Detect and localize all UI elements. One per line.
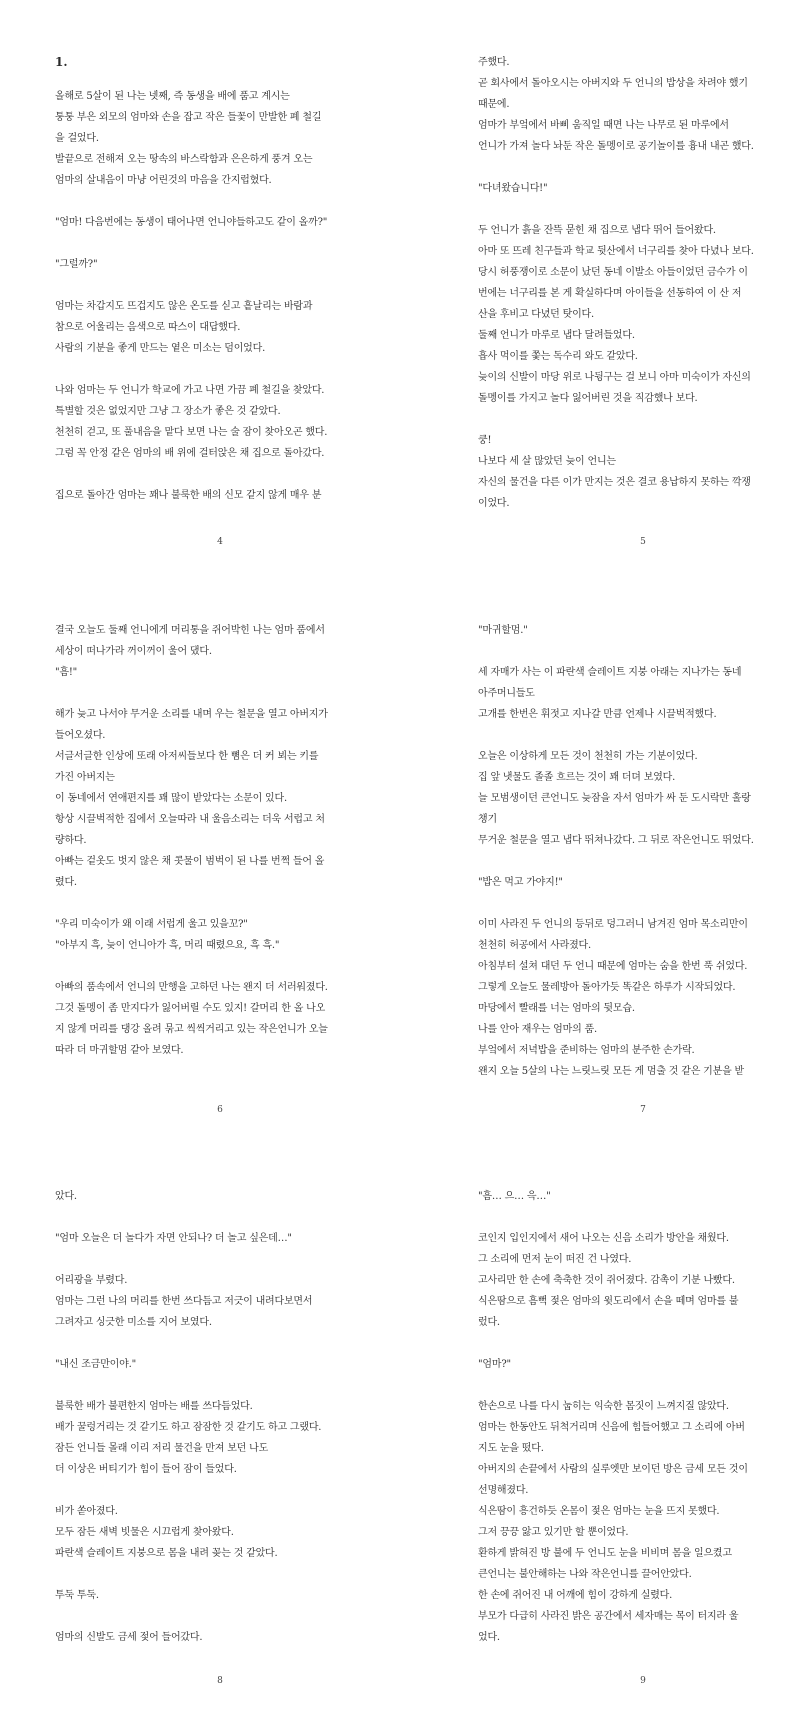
text-line: 잠든 언니들 몰래 이리 저리 물건을 만져 보던 나도: [55, 1443, 269, 1454]
text-line: 세 자매가 사는 이 파란색 슬레이트 지붕 아래는 지나가는 동네: [478, 667, 742, 678]
text-line: 들어오셨다.: [55, 730, 106, 741]
paragraph-gap: [55, 1249, 385, 1270]
text-line: 선명해졌다.: [478, 1485, 529, 1496]
page-number: 5: [640, 537, 646, 547]
text-line: 코인지 입인지에서 새어 나오는 신음 소리가 방안을 채웠다.: [478, 1233, 729, 1244]
paragraph-gap: [55, 275, 385, 296]
page-body: [478, 52, 808, 514]
book-page-9: [478, 1186, 808, 1728]
paragraph-gap: [55, 893, 385, 914]
text-line: 그저 끙끙 앓고 있기만 할 뿐이었다.: [478, 1527, 629, 1538]
page-number: 6: [217, 1105, 223, 1115]
text-line: 천천히 걷고, 또 풀내음을 맡다 보면 나는 술 잠이 찾아오곤 했다.: [55, 427, 328, 438]
text-line: 엄마의 신발도 금세 젖어 들어갔다.: [55, 1632, 203, 1643]
page-number: 8: [217, 1676, 223, 1686]
text-line: 따라 더 마귀할멈 같아 보였다.: [55, 1045, 184, 1056]
text-line: 항상 시끌벅적한 집에서 오늘따라 내 울음소리는 더욱 서럽고 처: [55, 814, 325, 825]
text-line: 식은땀이 흥건하듯 온몸이 젖은 엄마는 눈을 뜨지 못했다.: [478, 1506, 720, 1517]
text-line: 집으로 돌아간 엄마는 꽤나 불룩한 배의 신모 같지 않게 매우 분: [55, 490, 322, 501]
text-line: 큰언니는 불안해하는 나와 작은언니를 끌어안았다.: [478, 1569, 692, 1580]
text-line: 그렇게 오늘도 물레방아 돌아가듯 똑같은 하루가 시작되었다.: [478, 982, 736, 993]
text-line: 둘째 언니가 마루로 냅다 달려들었다.: [478, 330, 635, 341]
text-line: 곧 회사에서 돌아오시는 아버지와 두 언니의 밥상을 차려야 했기: [478, 78, 748, 89]
paragraph-gap: [55, 233, 385, 254]
text-line: "흠!": [55, 667, 78, 678]
text-line: 이 동네에서 연애편지를 꽤 많이 받았다는 소문이 있다.: [55, 793, 287, 804]
text-line: 아침부터 설쳐 대던 두 언니 때문에 엄마는 숨을 한번 푹 쉬었다.: [478, 961, 748, 972]
text-line: 부모가 다급히 사라진 밝은 공간에서 세자매는 목이 터지라 울: [478, 1611, 739, 1622]
text-line: "그럴까?": [55, 259, 98, 270]
text-line: 엄마는 한동안도 뒤척거리며 신음에 힘들어했고 그 소리에 아버: [478, 1422, 745, 1433]
paragraph-gap: [478, 893, 808, 914]
text-line: 발끝으로 전해져 오는 땅속의 바스락함과 은은하게 풍겨 오는: [55, 154, 313, 165]
text-line: 아마 또 뜨레 친구들과 학교 뒷산에서 너구리를 찾아 다녔나 보다.: [478, 246, 754, 257]
paragraph-gap: [55, 1564, 385, 1585]
text-line: "내신 조금만이야.": [55, 1359, 136, 1370]
text-line: 엄마는 차갑지도 뜨겁지도 않은 온도를 싣고 흩날리는 바람과: [55, 301, 313, 312]
text-line: 돌멩이를 가지고 놀다 잃어버린 것을 직감했나 보다.: [478, 393, 698, 404]
book-page-6: [55, 620, 385, 1170]
text-line: 쿵!: [478, 435, 492, 446]
page-body: [55, 620, 385, 1061]
text-line: 더 이상은 버티기가 힘이 들어 잠이 들었다.: [55, 1464, 237, 1475]
text-line: 왠지 오늘 5살의 나는 느릿느릿 모든 게 멈출 것 같은 기분을 받: [478, 1066, 744, 1077]
book-page-7: [478, 620, 808, 1170]
page-body: [478, 1186, 808, 1648]
text-line: 자신의 물건을 다른 이가 만지는 것은 결코 용납하지 못하는 깍쟁: [478, 477, 751, 488]
text-line: 아주머니들도: [478, 688, 535, 699]
text-line: 투둑 투둑.: [55, 1590, 99, 1601]
paragraph-gap: [55, 1333, 385, 1354]
text-line: 마당에서 빨래를 너는 엄마의 뒷모습.: [478, 1003, 635, 1014]
text-line: 부엌에서 저녁밥을 준비하는 엄마의 분주한 손가락.: [478, 1045, 695, 1056]
text-line: 주했다.: [478, 57, 510, 68]
text-line: 흡사 먹이를 쫓는 독수리 와도 같았다.: [478, 351, 638, 362]
text-line: 고개를 한번은 휘젓고 지나갈 만큼 언제나 시끌벅적했다.: [478, 709, 717, 720]
text-line: 을 걸었다.: [55, 133, 99, 144]
text-line: 모두 잠든 새벽 빗물은 시끄럽게 찾아왔다.: [55, 1527, 234, 1538]
text-line: 었다.: [478, 1632, 500, 1643]
paragraph-gap: [478, 409, 808, 430]
text-line: 비가 쏟아졌다.: [55, 1506, 118, 1517]
page-number: 7: [640, 1105, 646, 1115]
text-line: 늘 모범생이던 큰언니도 늦잠을 자서 엄마가 싸 둔 도시락만 홀랑: [478, 793, 751, 804]
text-line: 파란색 슬레이트 지붕으로 몸을 내려 꽂는 것 같았다.: [55, 1548, 278, 1559]
chapter-number: 1.: [55, 55, 68, 69]
text-line: 이었다.: [478, 498, 510, 509]
page-number: 4: [217, 537, 223, 547]
text-line: 참으로 어울리는 음색으로 따스이 대답했다.: [55, 322, 241, 333]
book-page-5: [478, 52, 808, 602]
text-line: 렸다.: [55, 877, 77, 888]
text-line: 엄마가 부엌에서 바삐 움직일 때면 나는 나무로 된 마루에서: [478, 120, 729, 131]
text-line: 그럼 꼭 안정 같은 엄마의 배 위에 걸터앉은 채 집으로 돌아갔다.: [55, 448, 325, 459]
paragraph-gap: [478, 157, 808, 178]
text-line: "엄마 오늘은 더 놀다가 자면 안되나? 더 놀고 싶은데…": [55, 1233, 292, 1244]
text-line: 았다.: [55, 1191, 77, 1202]
text-line: 량하다.: [55, 835, 87, 846]
text-line: 두 언니가 흙을 잔뜩 묻힌 채 집으로 냅다 뛰어 들어왔다.: [478, 225, 716, 236]
text-line: 아빠의 품속에서 언니의 만행을 고하던 나는 왠지 더 서러워졌다.: [55, 982, 328, 993]
text-line: 나를 안아 재우는 엄마의 품.: [478, 1024, 597, 1035]
text-line: 가진 아버지는: [55, 772, 115, 783]
text-line: 아빠는 겉옷도 벗지 않은 채 콧물이 범벅이 된 나를 번쩍 들어 올: [55, 856, 325, 867]
page-body: [478, 620, 808, 1082]
text-line: 어리광을 부렸다.: [55, 1275, 128, 1286]
paragraph-gap: [55, 1606, 385, 1627]
text-line: 당시 허풍쟁이로 소문이 났던 동네 이발소 아들이었던 금수가 이: [478, 267, 748, 278]
text-line: 그 소리에 먼저 눈이 떠진 건 나였다.: [478, 1254, 632, 1265]
text-line: "우리 미숙이가 왜 이래 서럽게 울고 있을꼬?": [55, 919, 248, 930]
paragraph-gap: [55, 956, 385, 977]
paragraph-gap: [478, 1333, 808, 1354]
text-line: 환하게 밝혀진 방 불에 두 언니도 눈을 비비며 몸을 일으켰고: [478, 1548, 732, 1559]
page-body: [55, 1186, 385, 1648]
paragraph-gap: [478, 641, 808, 662]
text-line: 때문에.: [478, 99, 510, 110]
text-line: "엄마! 다음번에는 동생이 태어나면 언니야들하고도 같이 올까?": [55, 217, 328, 228]
paragraph-gap: [55, 1375, 385, 1396]
text-line: 그려자고 싱긋한 미소를 지어 보였다.: [55, 1317, 212, 1328]
text-line: 불룩한 배가 불편한지 엄마는 배를 쓰다듬었다.: [55, 1401, 253, 1412]
text-line: 해가 늦고 나서야 무거운 소리를 내며 우는 철문을 열고 아버지가: [55, 709, 328, 720]
text-line: 늦이의 신발이 마당 위로 나뒹구는 걸 보니 아마 미숙이가 자신의: [478, 372, 751, 383]
paragraph-gap: [55, 464, 385, 485]
text-line: 나와 엄마는 두 언니가 학교에 가고 나면 가끔 폐 철길을 찾았다.: [55, 385, 325, 396]
text-line: 집 앞 냇물도 졸졸 흐르는 것이 꽤 더뎌 보였다.: [478, 772, 676, 783]
text-line: 엄마는 그런 나의 머리를 한번 쓰다듬고 저긋이 내려다보면서: [55, 1296, 313, 1307]
paragraph-gap: [55, 683, 385, 704]
text-line: 고사리만 한 손에 축축한 것이 쥐어졌다. 감촉이 기분 나빴다.: [478, 1275, 735, 1286]
text-line: 그것 돌멩이 좀 만지다가 잃어버릴 수도 있지! 갈머리 한 올 나오: [55, 1003, 326, 1014]
paragraph-gap: [478, 1207, 808, 1228]
paragraph-gap: [55, 1480, 385, 1501]
paragraph-gap: [478, 851, 808, 872]
text-line: 천천히 허공에서 사라졌다.: [478, 940, 591, 951]
text-line: 무거운 철문을 열고 냅다 뛰쳐나갔다. 그 뒤로 작은언니도 뛰었다.: [478, 835, 754, 846]
text-line: 퉁퉁 부은 외모의 엄마와 손을 잡고 작은 들꽃이 만발한 폐 철길: [55, 112, 322, 123]
paragraph-gap: [55, 191, 385, 212]
text-line: 이미 사라진 두 언니의 등뒤로 덩그러니 남겨진 엄마 목소리만이: [478, 919, 748, 930]
text-line: 특별할 것은 없었지만 그냥 그 장소가 좋은 것 같았다.: [55, 406, 281, 417]
text-line: 사람의 기분을 좋게 만드는 옅은 미소는 덤이었다.: [55, 343, 266, 354]
text-line: 지 않게 머리를 댕강 올려 묶고 씩씩거리고 있는 작은언니가 오늘: [55, 1024, 328, 1035]
text-line: 엄마의 살내음이 마냥 어린것의 마음을 간지럽혔다.: [55, 175, 272, 186]
text-line: 한손으로 나를 다시 눕히는 익숙한 몸짓이 느껴지질 않았다.: [478, 1401, 729, 1412]
text-line: 결국 오늘도 둘째 언니에게 머리통을 쥐어박힌 나는 엄마 품에서: [55, 625, 325, 636]
text-line: 한 손에 쥐어진 내 어깨에 힘이 강하게 실렸다.: [478, 1590, 673, 1601]
text-line: "아부지 흑, 늦이 언니아가 흑, 머리 때렸으요, 흑 흑.": [55, 940, 280, 951]
text-line: "밥은 먹고 가야지!": [478, 877, 563, 888]
text-line: 지도 눈을 떴다.: [478, 1443, 544, 1454]
text-line: "마귀할멈.": [478, 625, 528, 636]
text-line: 번에는 너구리를 본 게 확실하다며 아이들을 선동하여 이 산 저: [478, 288, 742, 299]
text-line: 챙기: [478, 814, 497, 825]
page-number: 9: [640, 1676, 646, 1686]
text-line: 올해로 5살이 된 나는 넷째, 즉 동생을 배에 품고 계시는: [55, 91, 290, 102]
paragraph-gap: [478, 1375, 808, 1396]
book-page-4: [55, 52, 385, 602]
paragraph-gap: [478, 199, 808, 220]
text-line: 서글서글한 인상에 또래 아저씨들보다 한 뼘은 더 커 뵈는 키를: [55, 751, 319, 762]
text-line: 배가 꿀렁거리는 것 같기도 하고 잠잠한 것 같기도 하고 그랬다.: [55, 1422, 322, 1433]
paragraph-gap: [478, 725, 808, 746]
text-line: 식은땀으로 흠뻑 젖은 엄마의 윗도리에서 손을 떼며 엄마를 불: [478, 1296, 739, 1307]
text-line: 렀다.: [478, 1317, 500, 1328]
paragraph-gap: [55, 359, 385, 380]
text-line: "다녀왔습니다!": [478, 183, 548, 194]
text-line: 오늘은 이상하게 모든 것이 천천히 가는 기분이었다.: [478, 751, 698, 762]
text-line: 아버지의 손끝에서 사람의 실루엣만 보이던 방은 금세 모든 것이: [478, 1464, 748, 1475]
text-line: "흠… 으… 윽…": [478, 1191, 551, 1202]
text-line: "엄마?": [478, 1359, 511, 1370]
paragraph-gap: [55, 1207, 385, 1228]
book-page-8: [55, 1186, 385, 1728]
text-line: 세상이 떠나가라 꺼이꺼이 울어 댔다.: [55, 646, 212, 657]
text-line: 나보다 세 살 많았던 늦이 언니는: [478, 456, 616, 467]
text-line: 산을 후비고 다녔던 탓이다.: [478, 309, 594, 320]
page-body: [55, 86, 385, 506]
text-line: 언니가 가져 놀다 놔둔 작은 돌멩이로 공기놀이를 흉내 내곤 했다.: [478, 141, 754, 152]
